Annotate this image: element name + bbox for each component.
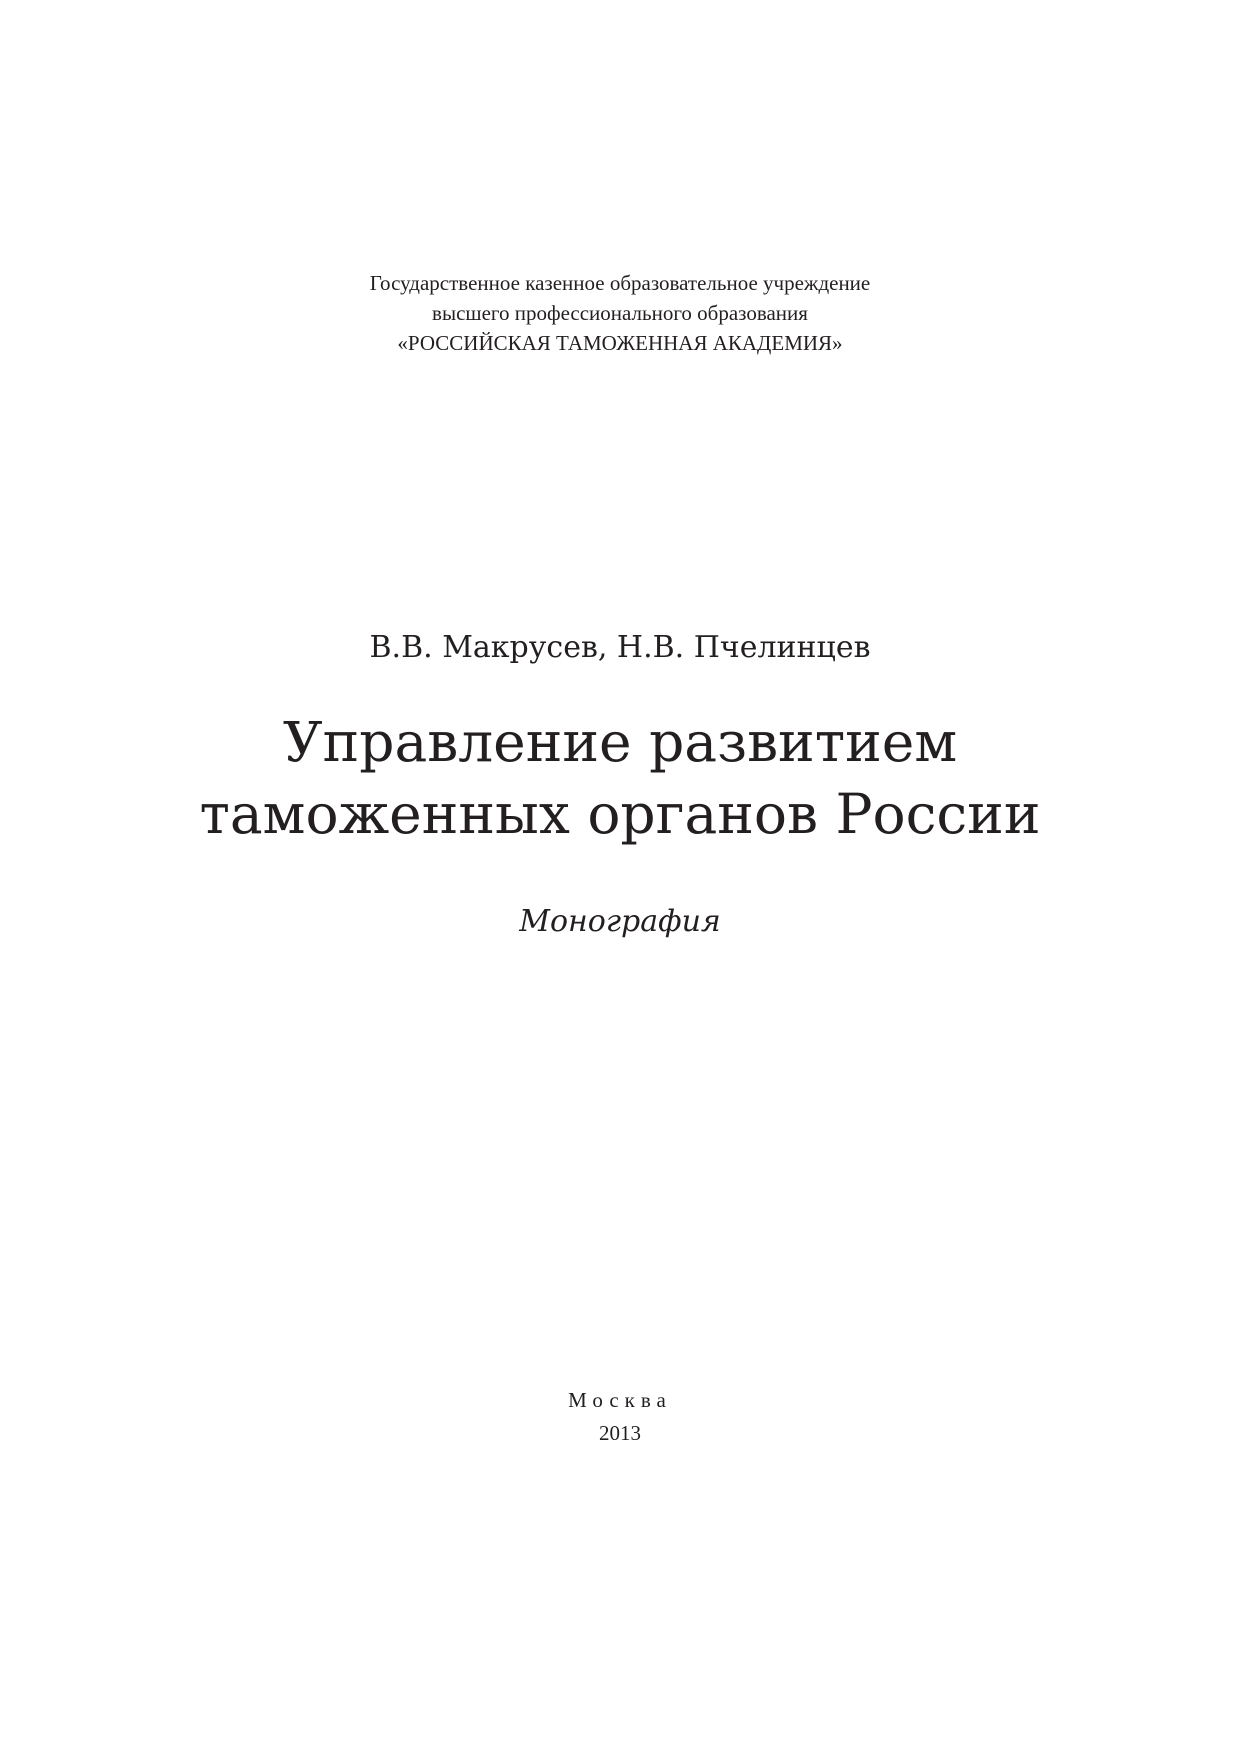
institution-line-2: высшего профессионального образования bbox=[432, 301, 808, 325]
imprint-block bbox=[0, 1384, 1240, 1450]
book-title-line-2: таможенных органов России bbox=[199, 782, 1041, 846]
book-title-line-1: Управление развитием bbox=[282, 710, 958, 774]
book-title bbox=[0, 706, 1240, 850]
institution-line-1: Государственное казенное образовательное учреждение bbox=[369, 271, 871, 295]
imprint-city: Москва bbox=[568, 1388, 672, 1412]
book-genre: Монография bbox=[519, 904, 721, 939]
institution-block bbox=[0, 268, 1240, 358]
authors: В.В. Макрусев, Н.В. Пчелинцев bbox=[369, 630, 871, 665]
imprint-year: 2013 bbox=[599, 1421, 641, 1445]
institution-name: «РОССИЙСКАЯ ТАМОЖЕННАЯ АКАДЕМИЯ» bbox=[397, 331, 843, 355]
